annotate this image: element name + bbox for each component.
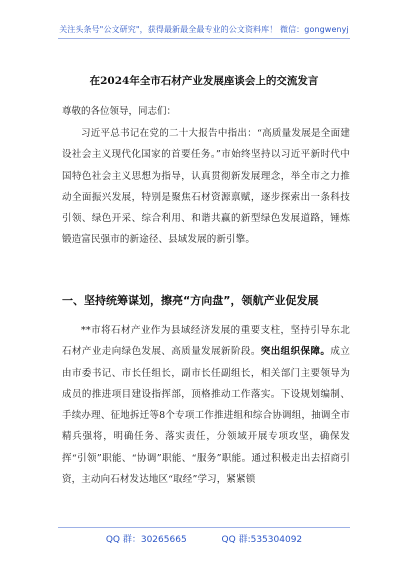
header-promo-text: 关注头条号"公文研究"，获得最新最全最专业的公文资料库！ 微信：gongwenyj	[59, 25, 349, 34]
section-1-paragraph	[62, 320, 350, 490]
intro-paragraph: 习近平总书记在党的二十大报告中指出：“高质量发展是全面建设社会主义现代化国家的首要任务。”市始终坚持以习近平新时代中国特色社会主义思想为指导，认真贯彻新发展理念，举全市之力推动全面振兴发展，特别是聚焦石材资源禀赋，逐步探索出一条科技引领、绿色开采、综合利用、和谐共赢的新型绿色发展道路，锤炼锻造富民强市的新途径、县域发展的新引擎。	[62, 128, 350, 246]
header-divider	[58, 38, 350, 39]
salutation: 尊敬的各位领导，同志们：	[62, 106, 177, 117]
footer-qq-group-2: QQ 群:535304092	[221, 535, 303, 545]
footer-qq-group-1: QQ 群：30265665	[105, 535, 187, 545]
footer	[0, 532, 408, 545]
section-1-lead: **市将石材产业作为县域经济发展的重要支柱，坚持引导东北石材产业走向绿色发展、高质量发展新阶段。	[62, 325, 350, 358]
section-heading-1: 一、坚持统筹谋划，擦亮“方向盘”，领航产业促发展	[62, 294, 319, 307]
section-1-rest: 成立由市委书记、市长任组长，副市长任副组长，相关部门主要领导为成员的推进项目建设指挥部，顶格推动工作落实。下设规划编制、手续办理、征地拆迁等8个专项工作推进组和综合协调组，抽调全市精兵强将，明确任务、落实责任，分领域开展专项攻坚，确保发挥“引领”职能、“协调”职能、“服务”职能。通过积极走出去招商引资，主动向石材发达地区“取经”学习，紧紧锁	[62, 346, 350, 486]
footer-divider	[58, 527, 350, 528]
section-1-bold-phrase: 突出组织保障。	[260, 346, 331, 358]
document-title: 在2024年全市石材产业发展座谈会上的交流发言	[89, 75, 319, 87]
